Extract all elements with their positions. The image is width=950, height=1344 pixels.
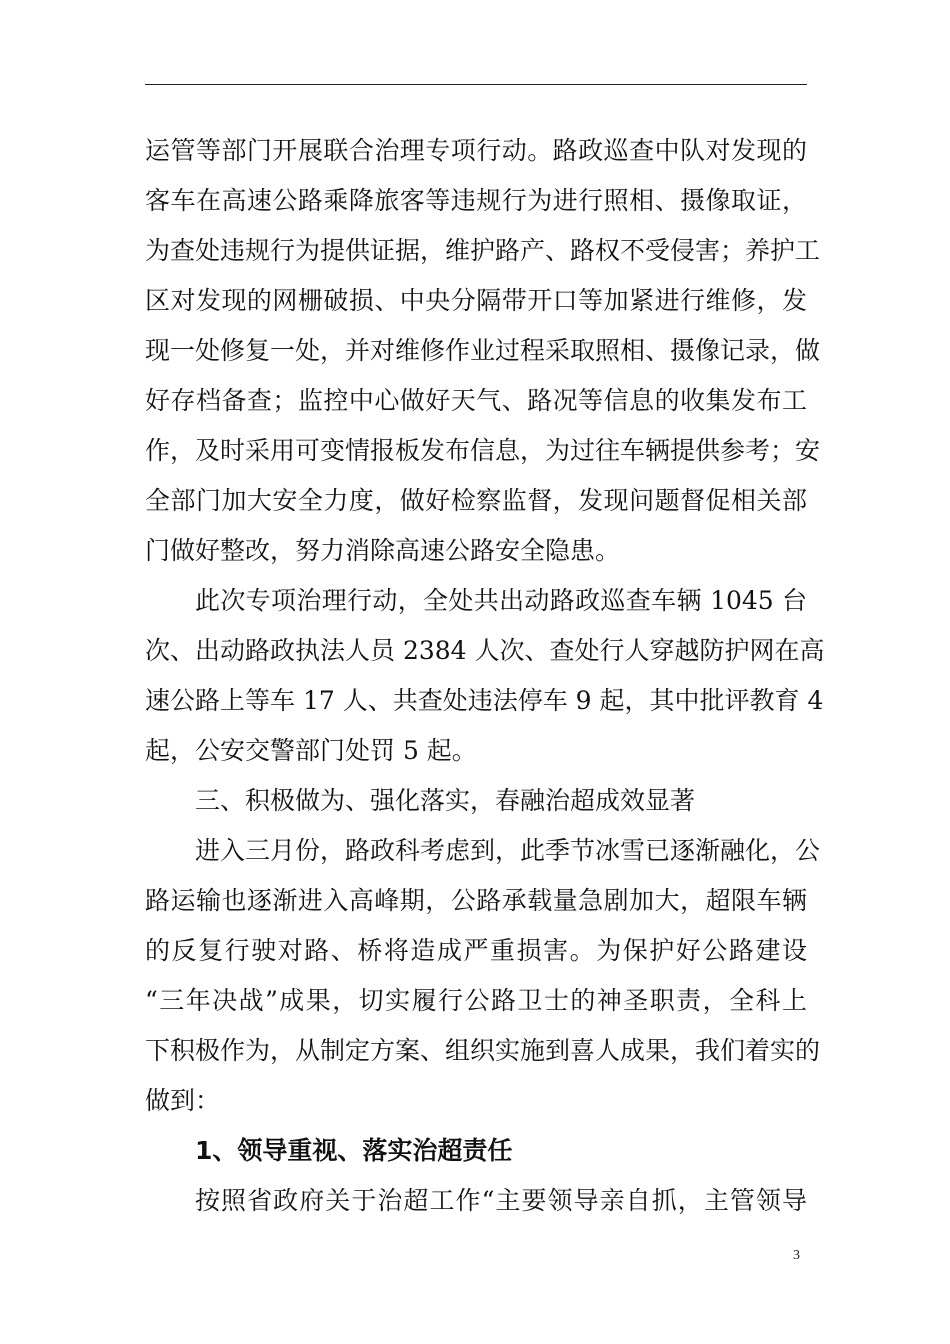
body-line: 速公路上等车 17 人、共查处违法停车 9 起，其中批评教育 4 bbox=[145, 686, 824, 715]
body-line: 作，及时采用可变情报板发布信息，为过往车辆提供参考；安 bbox=[145, 436, 821, 465]
body-line: 为查处违规行为提供证据，维护路产、路权不受侵害；养护工 bbox=[145, 236, 821, 265]
body-line: 下积极作为，从制定方案、组织实施到喜人成果，我们着实的 bbox=[145, 1036, 821, 1065]
header-rule bbox=[145, 84, 807, 85]
body-line: 做到： bbox=[145, 1086, 221, 1115]
body-line: 区对发现的网栅破损、中央分隔带开口等加紧进行维修，发 bbox=[145, 286, 807, 315]
page-number: 3 bbox=[793, 1248, 800, 1263]
body-line: 次、出动路政执法人员 2384 人次、查处行人穿越防护网在高 bbox=[145, 636, 825, 665]
body-line: 路运输也逐渐进入高峰期，公路承载量急剧加大，超限车辆 bbox=[145, 886, 807, 915]
body-line: 好存档备查；监控中心做好天气、路况等信息的收集发布工 bbox=[145, 386, 807, 415]
body-line: 按照省政府关于治超工作“主要领导亲自抓，主管领导 bbox=[195, 1186, 807, 1215]
body-line: 起，公安交警部门处罚 5 起。 bbox=[145, 736, 477, 765]
document-body bbox=[145, 126, 825, 1226]
body-line: 现一处修复一处，并对维修作业过程采取照相、摄像记录，做 bbox=[145, 336, 821, 365]
body-line: 客车在高速公路乘降旅客等违规行为进行照相、摄像取证， bbox=[145, 186, 807, 215]
body-line: 门做好整改，努力消除高速公路安全隐患。 bbox=[145, 536, 621, 565]
body-line: 运管等部门开展联合治理专项行动。路政巡查中队对发现的 bbox=[145, 136, 807, 165]
body-line: 进入三月份，路政科考虑到，此季节冰雪已逐渐融化，公 bbox=[195, 836, 821, 865]
body-line: 此次专项治理行动，全处共出动路政巡查车辆 1045 台 bbox=[195, 586, 807, 615]
section-heading: 三、积极做为、强化落实，春融治超成效显著 bbox=[195, 786, 696, 815]
body-line: “三年决战”成果，切实履行公路卫士的神圣职责，全科上 bbox=[145, 986, 807, 1015]
body-line: 的反复行驶对路、桥将造成严重损害。为保护好公路建设 bbox=[145, 936, 807, 965]
body-line: 全部门加大安全力度，做好检察监督，发现问题督促相关部 bbox=[145, 486, 807, 515]
subsection-heading: 1、领导重视、落实治超责任 bbox=[195, 1136, 513, 1165]
